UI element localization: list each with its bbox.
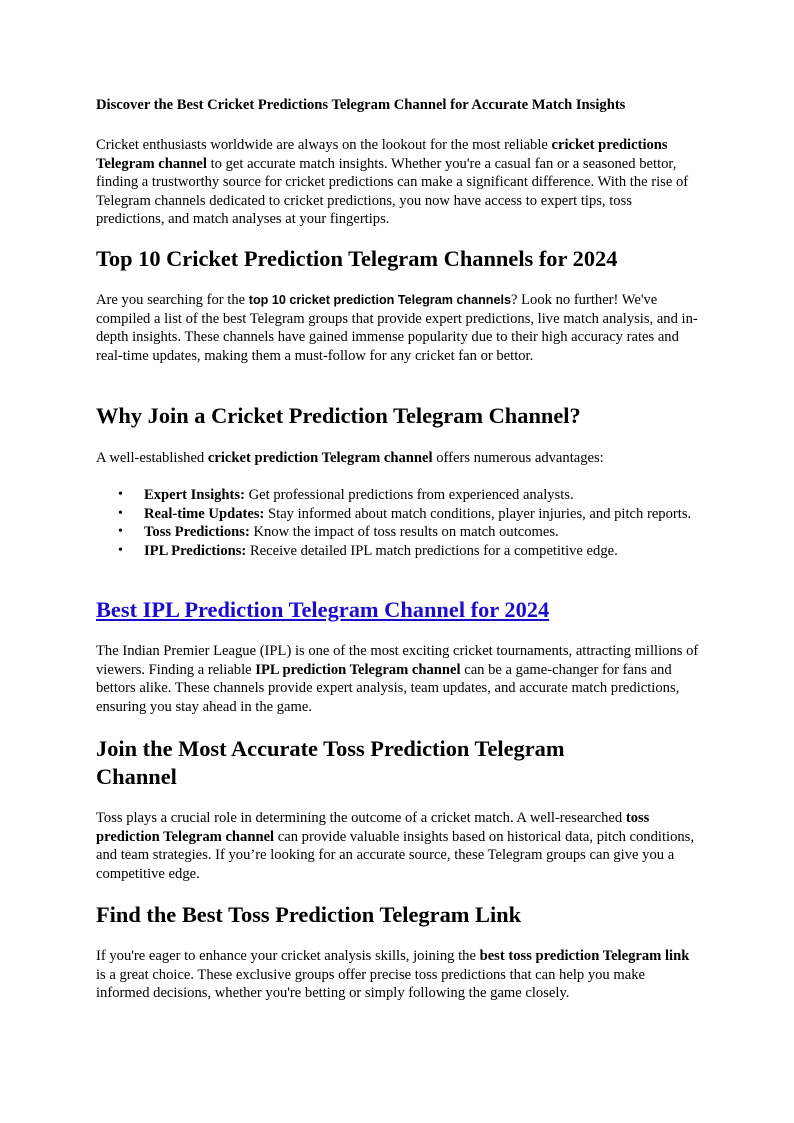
why-paragraph (96, 449, 700, 468)
link-text-1: If you're eager to enhance your cricket analysis skills, joining the (96, 948, 480, 964)
ipl-text-1: The Indian Premier League (IPL) is one of the most exciting cricket tournaments, attracting millions of viewers. Finding a reliable (96, 643, 699, 678)
intro-paragraph (96, 136, 700, 229)
bullet-icon: • (118, 524, 123, 540)
list-item-text: Receive detailed IPL match predictions for a competitive edge. (246, 542, 618, 559)
intro-bold: cricket predictions Telegram channel (96, 137, 668, 172)
list-item (96, 505, 700, 524)
toss-paragraph (96, 809, 700, 883)
list-item-text: Stay informed about match conditions, player injuries, and pitch reports. (264, 505, 692, 522)
advantages-list (96, 486, 700, 560)
toss-bold: toss prediction Telegram channel (96, 810, 650, 845)
top10-text-2: ? Look no further! We've compiled a list of the best Telegram groups that provide expert predictions, live match analysis, and in-depth insights. These channels have gained immense popularity due to their high accuracy rates and real-time updates, making them a must-follow for any cricket fan or bettor. (96, 292, 698, 364)
ipl-paragraph (96, 642, 700, 716)
bullet-icon: • (118, 542, 123, 558)
list-item (96, 523, 700, 542)
toss-text-2: can provide valuable insights based on historical data, pitch conditions, and team strategies. If you’re looking for an accurate source, these Telegram groups can give you a competitive edge. (96, 828, 694, 882)
heading-toss: Join the Most Accurate Toss Prediction Telegram Channel (96, 736, 565, 789)
top10-bold: top 10 cricket prediction Telegram channels (248, 293, 511, 307)
bullet-icon: • (118, 505, 123, 521)
heading-link: Find the Best Toss Prediction Telegram Link (96, 902, 522, 927)
link-paragraph (96, 947, 700, 1003)
list-item-label: Real-time Updates: (144, 505, 265, 522)
list-item-text: Know the impact of toss results on match outcomes. (249, 524, 559, 541)
heading-why: Why Join a Cricket Prediction Telegram Channel? (96, 403, 581, 428)
list-item-text: Get professional predictions from experienced analysts. (244, 487, 574, 503)
list-item-label: Toss Predictions: (144, 524, 250, 541)
document-title: Discover the Best Cricket Predictions Telegram Channel for Accurate Match Insights (96, 97, 626, 113)
ipl-bold: IPL prediction Telegram channel (255, 661, 461, 678)
heading-top10: Top 10 Cricket Prediction Telegram Channels for 2024 (96, 246, 618, 271)
ipl-text-2: can be a game-changer for fans and bettors alike. These channels provide expert analysis, team updates, and accurate match predictions, ensuring you stay ahead in the game. (96, 661, 680, 715)
list-item-label: Expert Insights: (144, 487, 245, 503)
intro-text-2: to get accurate match insights. Whether you're a casual fan or a seasoned bettor, finding a trustworthy source for cricket predictions can make a significant difference. With the rise of Telegram channels dedicated to cricket predictions, you now have access to expert tips, toss predictions, and match analyses at your fingertips. (96, 155, 689, 228)
top10-text-1: Are you searching for the (96, 292, 249, 308)
list-item (96, 486, 700, 505)
intro-text-1: Cricket enthusiasts worldwide are always on the lookout for the most reliable (96, 137, 552, 153)
toss-text-1: Toss plays a crucial role in determining the outcome of a cricket match. A well-researched (96, 810, 626, 826)
heading-ipl-link[interactable]: Best IPL Prediction Telegram Channel for 2024 (96, 597, 550, 622)
bullet-icon: • (118, 487, 123, 502)
list-item-label: IPL Predictions: (144, 542, 247, 559)
link-bold: best toss prediction Telegram link (479, 948, 690, 964)
why-text-1: A well-established (96, 450, 208, 466)
top10-paragraph (96, 291, 700, 365)
link-text-2: is a great choice. These exclusive groups offer precise toss predictions that can help you make informed decisions, whether you're betting or simply following the game closely. (96, 966, 645, 1002)
why-text-2: offers numerous advantages: (432, 450, 604, 466)
why-bold: cricket prediction Telegram channel (207, 450, 433, 466)
list-item (96, 542, 700, 561)
